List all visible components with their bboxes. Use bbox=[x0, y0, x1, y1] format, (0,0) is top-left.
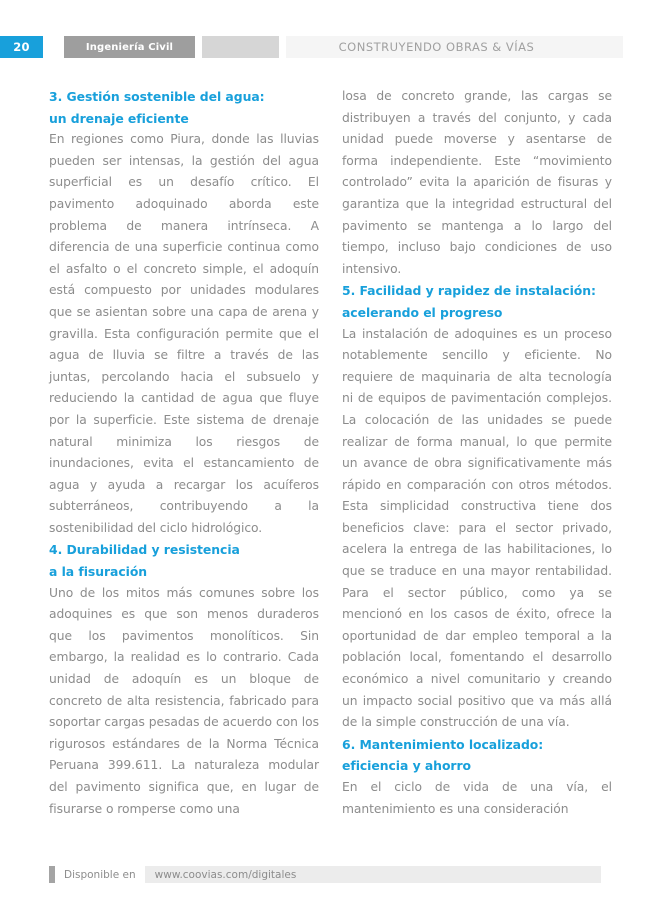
heading-section-6-line2: eficiencia y ahorro bbox=[342, 758, 471, 774]
heading-section-3 bbox=[49, 86, 319, 129]
header-gap-mid bbox=[195, 36, 202, 58]
heading-section-5-line2: acelerando el progreso bbox=[342, 304, 503, 320]
footer-url-container[interactable] bbox=[145, 866, 601, 883]
heading-section-3-line2: un drenaje eficiente bbox=[49, 110, 189, 126]
header-tagline-text: CONSTRUYENDO OBRAS & VÍAS bbox=[338, 40, 535, 54]
column-right bbox=[342, 86, 612, 820]
heading-section-4 bbox=[49, 539, 319, 582]
footer-label: Disponible en bbox=[64, 868, 136, 881]
article-body bbox=[0, 86, 650, 820]
paragraph-section-6: En el ciclo de vida de una vía, el mantenimiento es una consideración bbox=[342, 780, 612, 816]
heading-section-6 bbox=[342, 734, 612, 777]
header-section-label: Ingeniería Civil bbox=[64, 36, 195, 58]
paragraph-section-4: Uno de los mitos más comunes sobre los adoquines es que son menos duraderos que los pavimentos monolíticos. Sin embargo, la realidad es lo contrario. Cada unidad de adoquín es un bloque de concreto de alta resistencia, fabricado para soportar cargas pesadas de acuerdo con los rigurosos estándares de la Norma Técnica Peruana 399.611. La naturaleza modular del pavimento significa que, en lugar de fisurarse o romperse como una bbox=[49, 585, 319, 816]
page-footer bbox=[49, 866, 601, 883]
heading-section-4-line1: 4. Durabilidad y resistencia bbox=[49, 542, 240, 558]
heading-section-6-line1: 6. Mantenimiento localizado: bbox=[342, 736, 544, 752]
header-gap-right bbox=[279, 36, 286, 58]
page-header bbox=[0, 36, 650, 58]
paragraph-section-3: En regiones como Piura, donde las lluvias pueden ser intensas, la gestión del agua superficial es un desafío crítico. El pavimento adoquinado aborda este problema de manera intrínseca. A diferencia de una superficie continua como el asfalto o el concreto simple, el adoquín está compuesto por unidades modulares que se asientan sobre una capa de arena y gravilla. Esta configuración permite que el agua de lluvia se filtre a través de las juntas, percolando hacia el subsuelo y reduciendo la cantidad de agua que fluye por la superficie. Este sistema de drenaje natural minimiza los riesgos de inundaciones, evita el estancamiento de agua y ayuda a recargar los acuíferos subterráneos, contribuyendo a la sostenibilidad del ciclo hidrológico. bbox=[49, 132, 319, 535]
heading-section-4-line2: a la fisuración bbox=[49, 564, 148, 580]
header-tagline-block bbox=[286, 36, 623, 58]
paragraph-section-5: La instalación de adoquines es un proceso notablemente sencillo y eficiente. No requiere de maquinaria de alta tecnología ni de equipos de pavimentación complejos. La colocación de las unidades se puede realizar de forma manual, lo que permite un avance de obra significativamente más rápido en comparación con otros métodos. Esta simplicidad constructiva tiene dos beneficios clave: para el sector privado, acelera la entrega de las habilitaciones, lo que se traduce en una mayor rentabilidad. Para el sector público, como ya se mencionó en los casos de éxito, ofrece la oportunidad de dar empleo temporal a la población local, fomentando el desarrollo económico a nivel comunitario y creando un impacto social positivo que va más allá de la simple construcción de una vía. bbox=[342, 326, 612, 730]
heading-section-5 bbox=[342, 280, 612, 323]
footer-url-text[interactable]: www.coovias.com/digitales bbox=[154, 868, 297, 881]
header-decorative-block-mid bbox=[202, 36, 279, 58]
heading-section-3-line1: 3. Gestión sostenible del agua: bbox=[49, 89, 265, 104]
header-gap-left bbox=[43, 36, 64, 58]
column-left bbox=[49, 86, 319, 820]
page-number-badge: 20 bbox=[0, 36, 43, 58]
heading-section-5-line1: 5. Facilidad y rapidez de instalación: bbox=[342, 283, 596, 299]
paragraph-section-4-continued: losa de concreto grande, las cargas se distribuyen a través del conjunto, y cada unidad puede moverse y asentarse de forma independiente. Este “movimiento controlado” evita la aparición de fisuras y garantiza que la integridad estructural del pavimento se mantenga a lo largo del tiempo, incluso bajo condiciones de uso intensivo. bbox=[342, 89, 612, 276]
